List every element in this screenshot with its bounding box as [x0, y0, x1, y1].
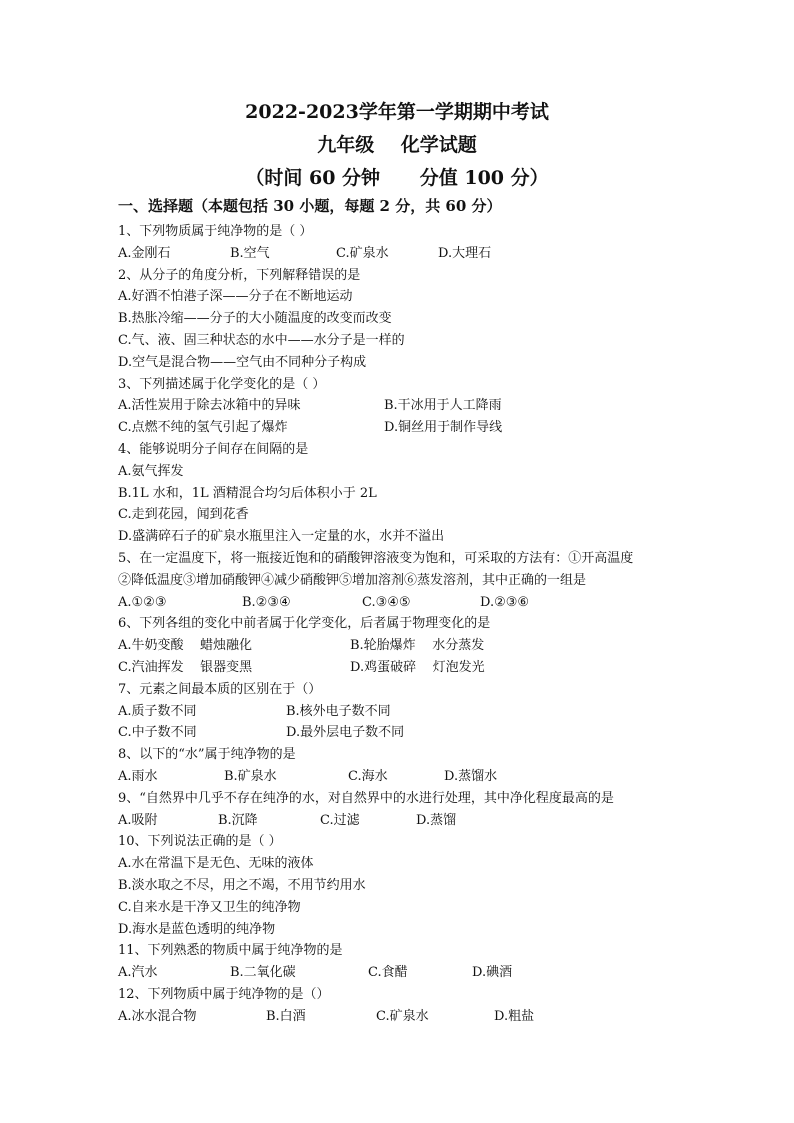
question-stem: 10、下列说法正确的是（ ） — [118, 834, 282, 850]
options-row — [118, 701, 794, 723]
option: C.矿泉水 — [336, 245, 389, 261]
option: D.海水是蓝色透明的纯净物 — [118, 921, 276, 937]
option: B.②③④ — [242, 594, 291, 610]
option: D.蒸馏 — [416, 812, 457, 828]
question-stem: 8、以下的“水”属于纯净物的是 — [118, 747, 296, 763]
option: B.轮胎爆炸 水分蒸发 — [350, 638, 485, 654]
options-row — [118, 722, 794, 744]
option: B.二氧化碳 — [230, 965, 296, 981]
option: C.走到花园，闻到花香 — [118, 507, 249, 523]
question-stem: 11、下列熟悉的物质中属于纯净物的是 — [118, 943, 343, 959]
option: A.金刚石 — [118, 245, 171, 261]
option: C.食醋 — [368, 965, 408, 981]
option: D.大理石 — [438, 245, 492, 261]
option: A.质子数不同 — [118, 703, 197, 719]
question-list — [118, 221, 794, 1027]
option: B.淡水取之不尽，用之不竭，不用节约用水 — [118, 877, 366, 893]
exam-subtitle: 九年级 化学试题 — [317, 134, 477, 156]
options-row — [118, 657, 794, 679]
question-stem: 1、下列物质属于纯净物的是（ ） — [118, 224, 313, 239]
option: D.碘酒 — [472, 965, 513, 981]
question-stem: 9、“自然界中几乎不存在纯净的水，对自然界中的水进行处理，其中净化程度最高的是 — [118, 790, 614, 806]
option: A.汽水 — [118, 965, 158, 981]
option: B.热胀冷缩——分子的大小随温度的改变而改变 — [118, 311, 392, 327]
option: C.汽油挥发 银器变黑 — [118, 659, 253, 675]
option: B.沉降 — [218, 812, 258, 828]
question-stem: 12、下列物质中属于纯净物的是（） — [118, 986, 330, 1002]
option: D.鸡蛋破碎 灯泡发光 — [350, 659, 485, 675]
option: C.过滤 — [320, 812, 360, 828]
option: A.①②③ — [118, 594, 167, 610]
question-stem: 3、下列描述属于化学变化的是（ ） — [118, 376, 326, 392]
option: A.活性炭用于除去冰箱中的异味 — [118, 398, 301, 414]
option: C.自来水是干净又卫生的纯净物 — [118, 899, 301, 915]
question-stem: 6、下列各组的变化中前者属于化学变化，后者属于物理变化的是 — [118, 616, 491, 632]
option: A.雨水 — [118, 768, 158, 784]
option: B.干冰用于人工降雨 — [384, 398, 502, 414]
option: B.白酒 — [266, 1008, 306, 1024]
section-heading: 一、选择题（本题包括 30 小题，每题 2 分，共 60 分） — [118, 197, 502, 215]
option: C.矿泉水 — [376, 1008, 429, 1024]
question-stem: 4、能够说明分子间存在间隔的是 — [118, 441, 309, 457]
option: D.粗盐 — [494, 1008, 535, 1024]
options-row — [118, 592, 794, 614]
option: A.氨气挥发 — [118, 463, 184, 479]
option: B.空气 — [230, 245, 270, 261]
option: B.矿泉水 — [224, 768, 277, 784]
option: A.牛奶变酸 蜡烛融化 — [118, 638, 253, 654]
option: D.最外层电子数不同 — [286, 725, 405, 741]
exam-title: 2022-2023学年第一学期期中考试 — [245, 101, 549, 123]
options-row — [118, 1006, 794, 1028]
option: C.点燃不纯的氢气引起了爆炸 — [118, 420, 288, 436]
option: A.冰水混合物 — [118, 1008, 197, 1024]
exam-time-info: （时间 60 分钟 分值 100 分） — [245, 167, 549, 189]
option: D.蒸馏水 — [444, 768, 498, 784]
option: C.海水 — [348, 768, 388, 784]
option: C.中子数不同 — [118, 725, 197, 741]
question-stem-continued: ②降低温度③增加硝酸钾④减少硝酸钾⑤增加溶剂⑥蒸发溶剂，其中正确的一组是 — [118, 572, 587, 588]
question-stem: 5、在一定温度下，将一瓶接近饱和的硝酸钾溶液变为饱和，可采取的方法有：①开高温度 — [118, 550, 634, 566]
options-row — [118, 766, 794, 788]
option: A.水在常温下是无色、无味的液体 — [118, 856, 314, 872]
options-row — [118, 243, 794, 265]
option: C.气、液、固三种状态的水中——水分子是一样的 — [118, 332, 405, 348]
option: D.空气是混合物——空气由不同种分子构成 — [118, 354, 367, 370]
question-stem: 7、元素之间最本质的区别在于（） — [118, 681, 322, 697]
option: A.吸附 — [118, 812, 158, 828]
option: A.好酒不怕港子深——分子在不断地运动 — [118, 289, 353, 305]
question-stem: 2、从分子的角度分析，下列解释错误的是 — [118, 267, 361, 283]
option: B.1L 水和，1L 酒精混合均匀后体积小于 2L — [118, 485, 377, 501]
option: D.铜丝用于制作导线 — [384, 420, 503, 436]
options-row — [118, 417, 794, 439]
option: B.核外电子数不同 — [286, 703, 391, 719]
options-row — [118, 810, 794, 832]
options-row — [118, 395, 794, 417]
options-row — [118, 962, 794, 984]
options-row — [118, 635, 794, 657]
option: D.盛满碎石子的矿泉水瓶里注入一定量的水，水并不溢出 — [118, 529, 445, 545]
option: D.②③⑥ — [480, 594, 530, 610]
option: C.③④⑤ — [362, 594, 411, 610]
